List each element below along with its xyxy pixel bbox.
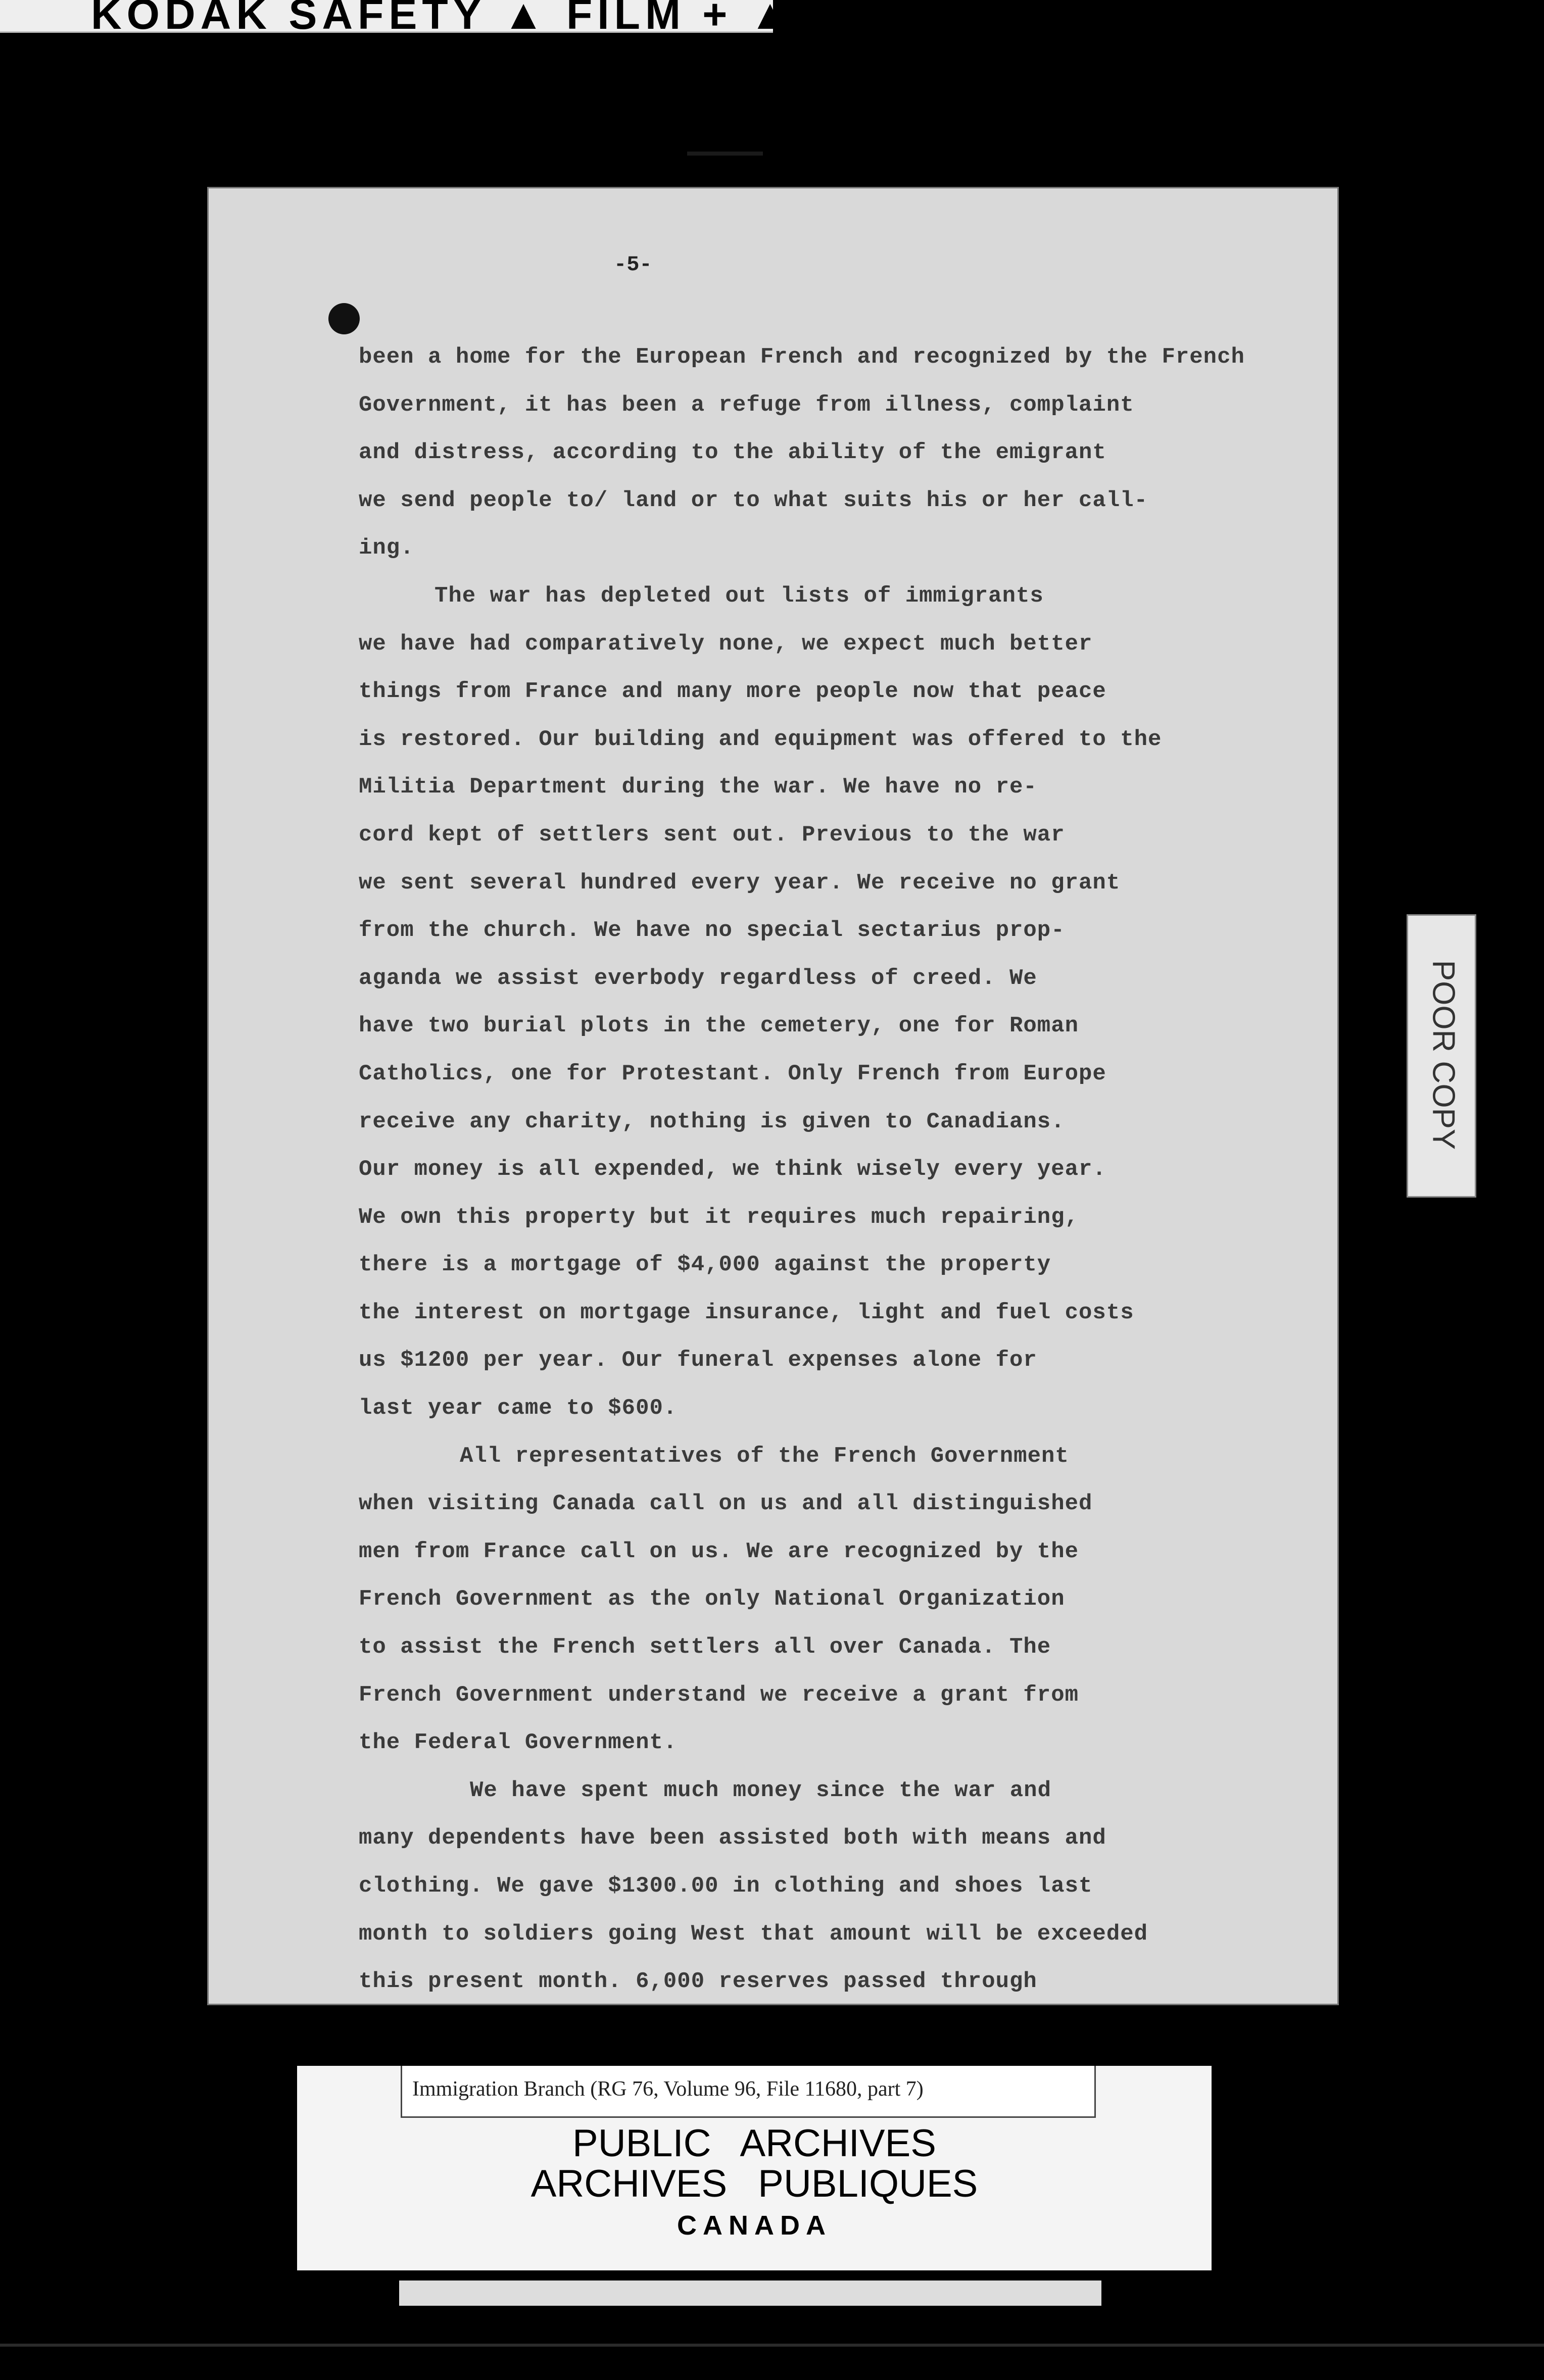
text-line: last year came to $600. [359,1396,678,1421]
text-line: Militia Department during the war. We have no re- [359,774,1037,800]
text-line: we send people to/ land or to what suits his or her call- [359,487,1148,513]
archive-card [297,2066,1212,2270]
archive-country: CANADA [677,2210,832,2241]
archive-title-english: PUBLIC ARCHIVES [572,2122,936,2165]
text-line: is restored. Our building and equipment was offered to the [359,726,1162,752]
text-line: Catholics, one for Protestant. Only French from Europe [359,1061,1106,1086]
text-line: we sent several hundred every year. We receive no grant [359,870,1121,896]
text-line: we have had comparatively none, we expect much better [359,631,1093,657]
text-line: the Federal Government. [359,1730,678,1756]
document-page [207,187,1339,2005]
text-line: us $1200 per year. Our funeral expenses alone for [359,1348,1037,1373]
text-line: from the church. We have no special sectarius prop- [359,918,1065,944]
archive-title-french: ARCHIVES PUBLIQUES [530,2162,978,2205]
film-dust-mark [687,152,763,156]
text-line: French Government understand we receive a grant from [359,1682,1079,1708]
paragraph-1 [359,333,1248,572]
poor-copy-stamp [1407,914,1476,1198]
text-line: month to soldiers going West that amount will be exceeded [359,1921,1148,1947]
paragraph-3 [359,1432,1248,1767]
text-line: and distress, according to the ability of the emigrant [359,440,1106,466]
text-line: things from France and many more people now that peace [359,679,1106,705]
text-line: We have spent much money since the war and [470,1777,1051,1803]
page-number: -5- [614,253,652,277]
text-line: the interest on mortgage insurance, light and fuel costs [359,1300,1134,1325]
text-line: Our money is all expended, we think wisely every year. [359,1157,1106,1182]
punch-hole-mark [328,303,360,334]
text-line: aganda we assist everbody regardless of creed. We [359,965,1037,991]
document-body [359,333,1248,2006]
text-line: many dependents have been assisted both with means and [359,1825,1106,1851]
text-line: there is a mortgage of $4,000 against the property [359,1252,1051,1278]
text-line: been a home for the European French and recognized by the French [359,344,1245,370]
film-bottom-line [0,2344,1544,2347]
text-line: receive any charity, nothing is given to Canadians. [359,1109,1065,1134]
text-line: this present month. 6,000 reserves passed through [359,1969,1037,1995]
text-line: men from France call on us. We are recognized by the [359,1539,1079,1564]
text-line: We own this property but it requires much repairing, [359,1204,1079,1230]
text-line: ing. [359,535,414,561]
text-line: Government, it has been a refuge from illness, complaint [359,392,1134,418]
film-bottom-strip [399,2280,1101,2306]
reference-text: Immigration Branch (RG 76, Volume 96, File 11680, part 7) [412,2077,924,2101]
text-line: French Government as the only National Organization [359,1586,1065,1612]
text-line: to assist the French settlers all over Canada. The [359,1634,1051,1660]
text-line: clothing. We gave $1300.00 in clothing and shoes last [359,1873,1093,1899]
text-line: have two burial plots in the cemetery, one for Roman [359,1013,1079,1039]
poor-copy-text: POOR COPY [1426,960,1461,1150]
text-line: The war has depleted out lists of immigrants [435,583,1044,609]
text-line: cord kept of settlers sent out. Previous to the war [359,822,1065,848]
film-edge-text: KODAK SAFETY ▲ FILM + ▲ [91,0,796,38]
text-line: All representatives of the French Government [460,1443,1069,1469]
text-line: when visiting Canada call on us and all distinguished [359,1491,1093,1517]
reference-label [401,2066,1096,2118]
paragraph-2 [359,572,1248,1432]
paragraph-4 [359,1767,1248,2006]
film-edge-label [0,0,796,38]
